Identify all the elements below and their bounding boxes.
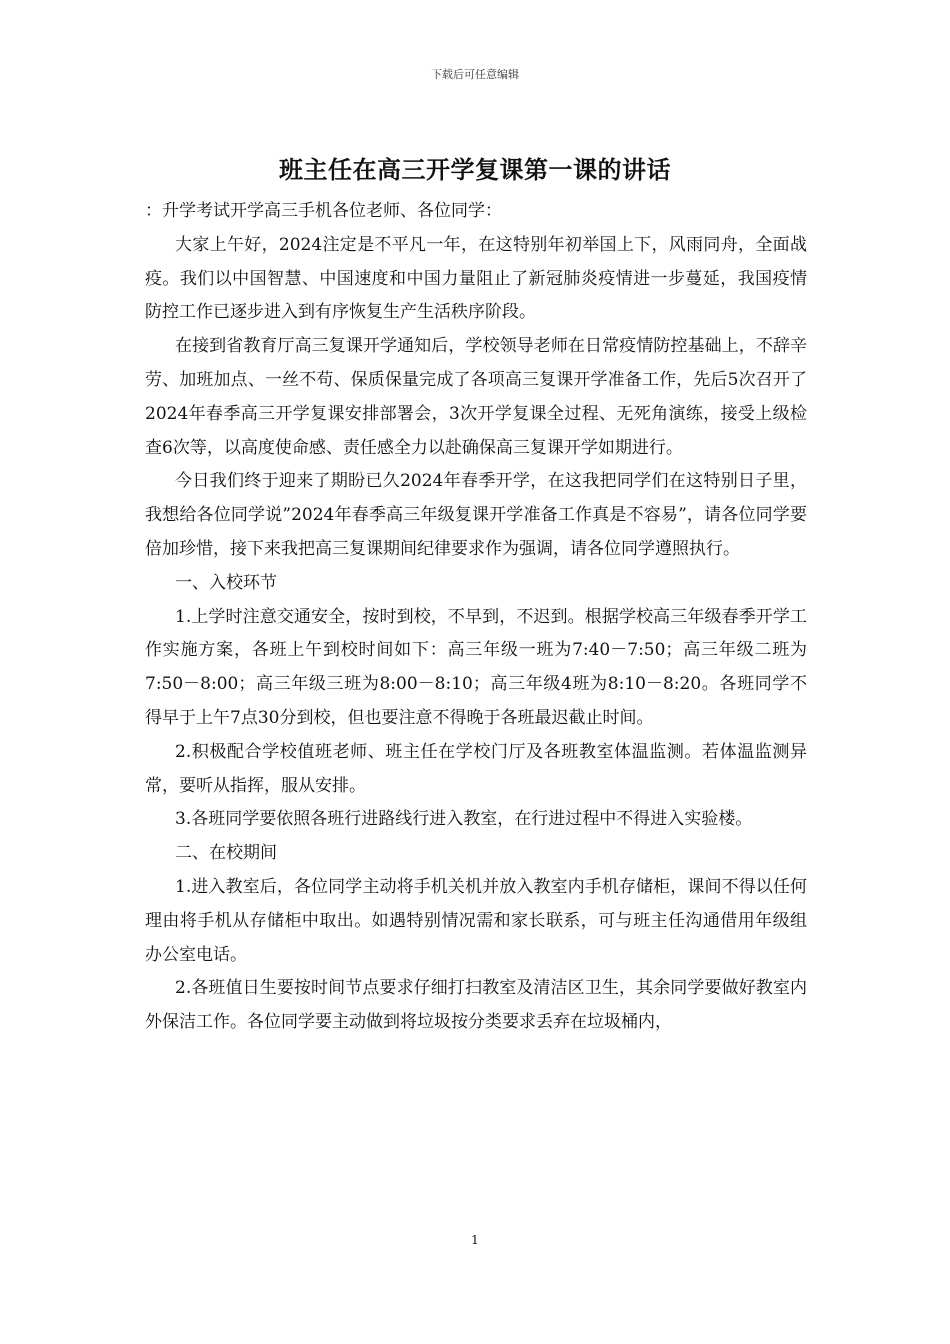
page-number: 1	[471, 1233, 479, 1247]
paragraph-school-2: 2.各班值日生要按时间节点要求仔细打扫教室及清洁区卫生，其余同学要做好教室内外保洁工作。各位同学要主动做到将垃圾按分类要求丢弃在垃圾桶内，	[145, 978, 807, 1033]
paragraph-entry-1: 1.上学时注意交通安全，按时到校，不早到，不迟到。根据学校高三年级春季开学工作实施方案，各班上午到校时间如下：高三年级一班为7:40－7:50；高三年级二班为7:50－8:00；高三年级三班为8:00－8:10；高三年级4班为8:10－8:20。各班同学不得早于上午7点30分到校，但也要注意不得晚于各班最迟截止时间。	[145, 606, 807, 728]
section-heading-at-school: 二、在校期间	[175, 843, 277, 864]
document-body	[145, 195, 807, 1040]
paragraph-opening: 今日我们终于迎来了期盼已久2024年春季开学，在这我把同学们在这特别日子里，我想给各位同学说”2024年春季高三年级复课开学准备工作真是不容易”，请各位同学要倍加珍惜，接下来我把高三复课期间纪律要求作为强调，请各位同学遵照执行。	[145, 471, 807, 559]
paragraph-preparation: 在接到省教育厅高三复课开学通知后，学校领导老师在日常疫情防控基础上，不辞辛劳、加班加点、一丝不苟、保质保量完成了各项高三复课开学准备工作，先后5次召开了2024年春季高三开学复课安排部署会，3次开学复课全过程、无死角演练，接受上级检查6次等，以高度使命感、责任感全力以赴确保高三复课开学如期进行。	[145, 336, 807, 458]
paragraph-entry-3: 3.各班同学要依照各班行进路线行进入教室，在行进过程中不得进入实验楼。	[175, 809, 753, 830]
section-heading-entry: 一、入校环节	[175, 572, 277, 593]
paragraph-greeting: 大家上午好，2024注定是不平凡一年，在这特别年初举国上下，风雨同舟，全面战疫。我们以中国智慧、中国速度和中国力量阻止了新冠肺炎疫情进一步蔓延，我国疫情防控工作已逐步进入到有序恢复生产生活秩序阶段。	[145, 234, 807, 323]
salutation: ：升学考试开学高三手机各位老师、各位同学：	[145, 201, 502, 221]
paragraph-entry-2: 2.积极配合学校值班老师、班主任在学校门厅及各班教室体温监测。若体温监测异常，要听从指挥，服从安排。	[145, 741, 807, 796]
document-title: 班主任在高三开学复课第一课的讲话	[279, 155, 671, 184]
header-note: 下载后可任意编辑	[431, 68, 519, 81]
paragraph-school-1: 1.进入教室后，各位同学主动将手机关机并放入教室内手机存储柜，课间不得以任何理由将手机从存储柜中取出。如遇特别情况需和家长联系，可与班主任沟通借用年级组办公室电话。	[145, 876, 807, 965]
